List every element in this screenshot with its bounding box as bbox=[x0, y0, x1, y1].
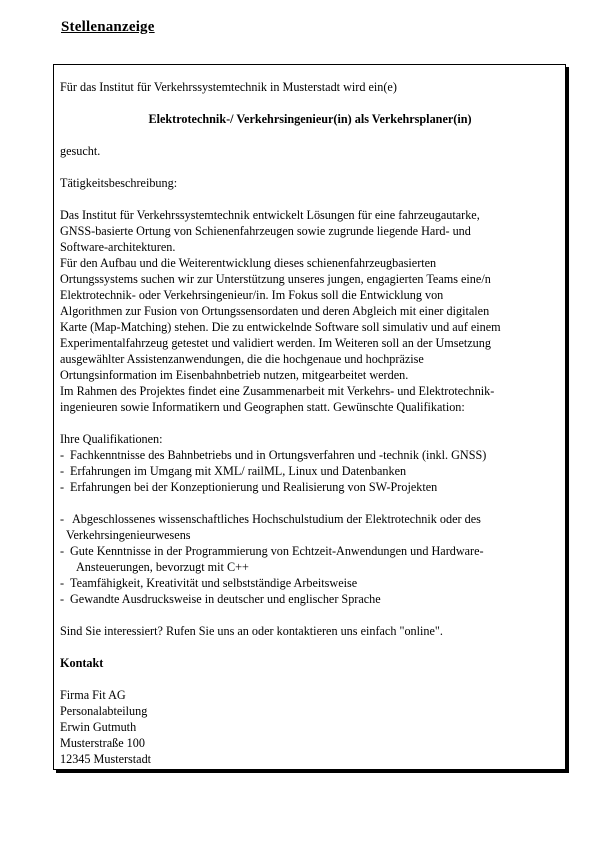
qualification-text: Abgeschlossenes wissenschaftliches Hochschulstudium der Elektrotechnik oder des bbox=[72, 512, 481, 526]
bullet-dash: - bbox=[60, 448, 65, 462]
qualification-text-continued: Ansteuerungen, bevorzugt mit C++ bbox=[76, 560, 249, 574]
intro-text: Für das Institut für Verkehrssystemtechnik in Musterstadt wird ein(e) bbox=[60, 80, 397, 94]
bullet-dash: - bbox=[60, 592, 65, 606]
job-title: Elektrotechnik-/ Verkehrsingenieur(in) als Verkehrsplaner(in) bbox=[148, 112, 472, 126]
list-item bbox=[60, 511, 560, 543]
description-line: Das Institut für Verkehrssystemtechnik entwickelt Lösungen für eine fahrzeugautarke, bbox=[60, 208, 480, 222]
qualification-text: Fachkenntnisse des Bahnbetriebs und in Ortungsverfahren und -technik (inkl. GNSS) bbox=[70, 448, 487, 462]
list-item bbox=[60, 591, 560, 607]
description-line: Ortungsinformation im Eisenbahnbetrieb nutzen, mitgearbeitet werden. bbox=[60, 368, 409, 382]
contact-block bbox=[60, 687, 560, 767]
description-line: Ortungssystems suchen wir zur Unterstützung unseres jungen, engagierten Teams eine/n bbox=[60, 272, 491, 286]
description-line: Für den Aufbau und die Weiterentwicklung dieses schienenfahrzeugbasierten bbox=[60, 256, 437, 270]
qualifications-heading: Ihre Qualifikationen: bbox=[60, 432, 163, 446]
call-to-action: Sind Sie interessiert? Rufen Sie uns an oder kontaktieren uns einfach "online". bbox=[60, 624, 443, 638]
contact-company: Firma Fit AG bbox=[60, 688, 126, 702]
description-line: Im Rahmen des Projektes findet eine Zusammenarbeit mit Verkehrs- und Elektrotechnik- bbox=[60, 384, 495, 398]
qualifications-list-primary bbox=[60, 447, 560, 495]
list-item bbox=[60, 543, 560, 575]
page-title: Stellenanzeige bbox=[61, 19, 155, 35]
contact-heading: Kontakt bbox=[60, 656, 104, 670]
bullet-dash: - bbox=[60, 464, 65, 478]
contact-department: Personalabteilung bbox=[60, 704, 148, 718]
bullet-dash: - bbox=[60, 544, 65, 558]
contact-city: 12345 Musterstadt bbox=[60, 752, 152, 766]
contact-person: Erwin Gutmuth bbox=[60, 720, 137, 734]
contact-street: Musterstraße 100 bbox=[60, 736, 145, 750]
qualification-text-continued: Verkehrsingenieurwesens bbox=[66, 528, 191, 542]
description-line: ausgewählter Assistenzanwendungen, die die hochgenaue und hochpräzise bbox=[60, 352, 424, 366]
list-item bbox=[60, 463, 560, 479]
description-line: Software-architekturen. bbox=[60, 240, 176, 254]
qualification-text: Gute Kenntnisse in der Programmierung von Echtzeit-Anwendungen und Hardware- bbox=[70, 544, 484, 558]
bullet-dash: - bbox=[60, 512, 65, 526]
description-line: Elektrotechnik- oder Verkehrsingenieur/in. Im Fokus soll die Entwicklung von bbox=[60, 288, 444, 302]
description-line: GNSS-basierte Ortung von Schienenfahrzeugen sowie zugrunde liegende Hard- und bbox=[60, 224, 471, 238]
list-item bbox=[60, 479, 560, 495]
job-ad-box bbox=[53, 64, 566, 770]
job-description bbox=[60, 207, 560, 415]
description-line: ingenieuren sowie Informatikern und Geographen statt. Gewünschte Qualifikation: bbox=[60, 400, 465, 414]
qualification-text: Gewandte Ausdrucksweise in deutscher und englischer Sprache bbox=[70, 592, 381, 606]
description-line: Algorithmen zur Fusion von Ortungssensordaten und deren Abgleich mit einer digitalen bbox=[60, 304, 490, 318]
list-item bbox=[60, 447, 560, 463]
qualification-text: Erfahrungen bei der Konzeptionierung und Realisierung von SW-Projekten bbox=[70, 480, 438, 494]
bullet-dash: - bbox=[60, 480, 65, 494]
sought-text: gesucht. bbox=[60, 144, 101, 158]
activity-heading: Tätigkeitsbeschreibung: bbox=[60, 176, 178, 190]
description-line: Karte (Map-Matching) stehen. Die zu entwickelnde Software soll simulativ und auf einem bbox=[60, 320, 501, 334]
list-item bbox=[60, 575, 560, 591]
qualification-text: Teamfähigkeit, Kreativität und selbstständige Arbeitsweise bbox=[70, 576, 358, 590]
qualifications-list-secondary bbox=[60, 511, 560, 607]
qualification-text: Erfahrungen im Umgang mit XML/ railML, Linux und Datenbanken bbox=[70, 464, 407, 478]
bullet-dash: - bbox=[60, 576, 65, 590]
description-line: Experimentalfahrzeug getestet und validiert werden. Im Weiteren soll an der Umsetzung bbox=[60, 336, 491, 350]
